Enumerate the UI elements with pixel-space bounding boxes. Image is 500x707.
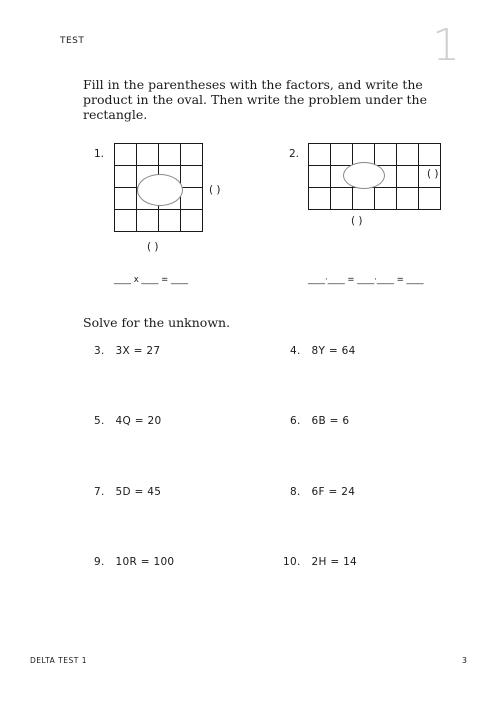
problem-1-number: 1. bbox=[94, 148, 105, 160]
problem-2-bottom-factor[interactable]: ( ) bbox=[351, 215, 363, 227]
lesson-number-watermark: 1 bbox=[432, 20, 460, 71]
equation-number: 10. bbox=[283, 556, 301, 568]
equation-text: 6F = 24 bbox=[311, 486, 356, 498]
equation-text: 6B = 6 bbox=[311, 415, 350, 427]
problem-2-equation-line[interactable]: ____·____ = ____·____ = ____ bbox=[308, 275, 424, 285]
equation-6 bbox=[290, 415, 349, 427]
equation-10 bbox=[283, 556, 357, 568]
footer-label: DELTA TEST 1 bbox=[30, 656, 87, 665]
equation-number: 8. bbox=[290, 486, 301, 498]
test-header-label: TEST bbox=[60, 36, 85, 46]
problem-2-number: 2. bbox=[289, 148, 300, 160]
equation-8 bbox=[290, 486, 355, 498]
equation-number: 3. bbox=[94, 345, 105, 357]
equation-7 bbox=[94, 486, 161, 498]
equation-3 bbox=[94, 345, 160, 357]
equation-number: 7. bbox=[94, 486, 105, 498]
equation-text: 8Y = 64 bbox=[311, 345, 356, 357]
equation-number: 5. bbox=[94, 415, 105, 427]
equation-text: 5D = 45 bbox=[115, 486, 162, 498]
equation-text: 2H = 14 bbox=[311, 556, 358, 568]
equation-4 bbox=[290, 345, 356, 357]
problem-2-product-oval[interactable] bbox=[343, 162, 385, 189]
problem-1-bottom-factor[interactable]: ( ) bbox=[147, 241, 159, 253]
problem-1-equation-line[interactable]: ____ x ____ = ____ bbox=[114, 275, 188, 285]
equation-text: 3X = 27 bbox=[115, 345, 161, 357]
equation-text: 4Q = 20 bbox=[115, 415, 162, 427]
equation-text: 10R = 100 bbox=[115, 556, 175, 568]
page-number: 3 bbox=[461, 656, 467, 665]
equation-number: 6. bbox=[290, 415, 301, 427]
problem-1-product-oval[interactable] bbox=[137, 174, 183, 206]
instructions-text: Fill in the parentheses with the factors, and write the product in the oval. Then write the problem under the rectangle. bbox=[83, 77, 427, 122]
equation-9 bbox=[94, 556, 174, 568]
problem-1-side-factor[interactable]: ( ) bbox=[209, 184, 221, 196]
equation-5 bbox=[94, 415, 161, 427]
equation-number: 9. bbox=[94, 556, 105, 568]
solve-heading: Solve for the unknown. bbox=[83, 315, 231, 330]
equation-number: 4. bbox=[290, 345, 301, 357]
problem-2-side-factor[interactable]: ( ) bbox=[427, 168, 439, 180]
